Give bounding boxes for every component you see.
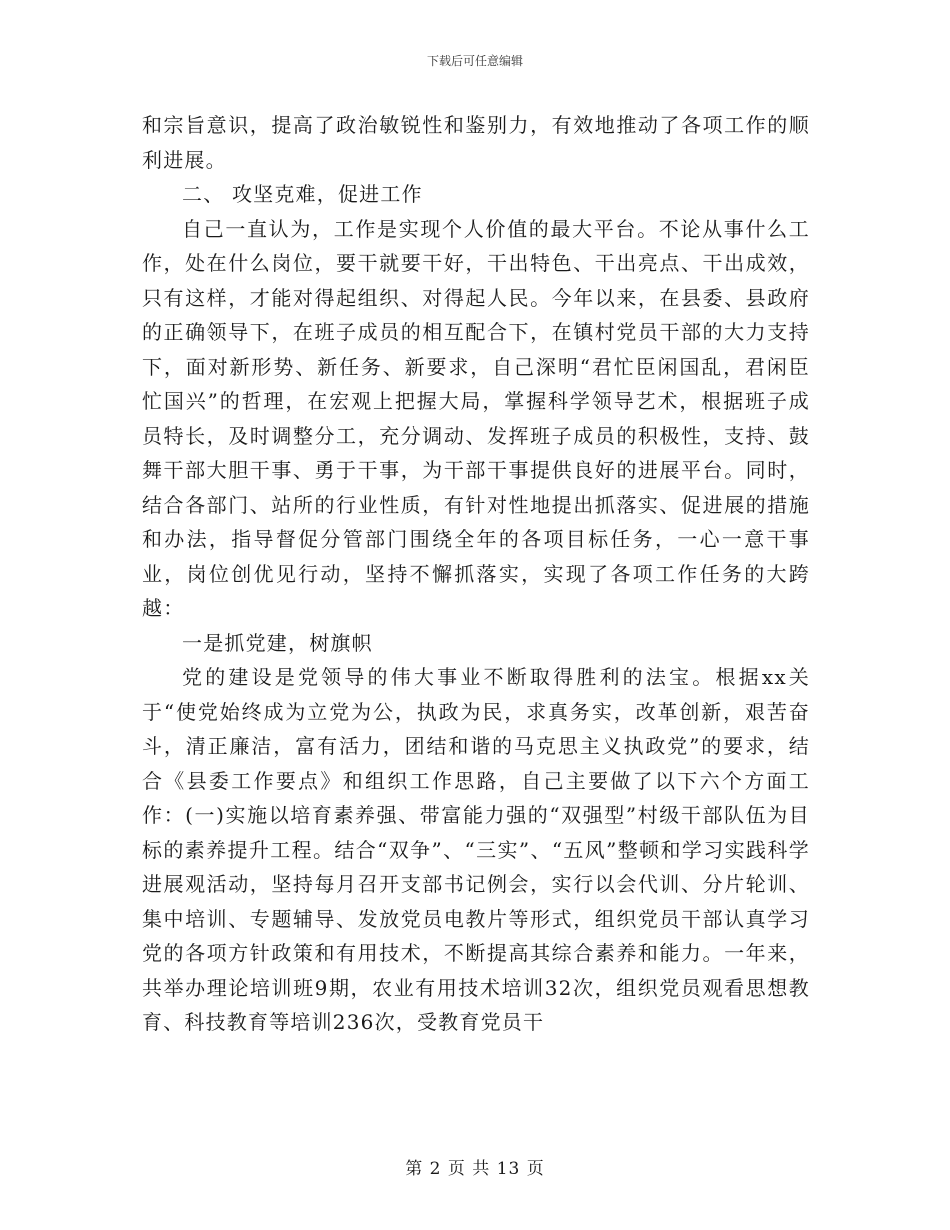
document-body [142,108,810,1040]
subsection-heading-party-building: 一是抓党建，树旗帜 [182,630,373,655]
page-footer [0,1154,950,1179]
paragraph-work-overview: 自己一直认为，工作是实现个人价值的最大平台。不论从事什么工作，处在什么岗位，要干就要干好，干出特色、干出亮点、干出成效，只有这样，才能对得起组织、对得起人民。今年以来，在县委、县政府的正确领导下，在班子成员的相互配合下，在镇村党员干部的大力支持下，面对新形势、新任务、新要求，自己深明“君忙臣闲国乱，君闲臣忙国兴”的哲理，在宏观上把握大局，掌握科学领导艺术，根据班子成员特长，及时调整分工，充分调动、发挥班子成员的积极性，支持、鼓舞干部大胆干事、勇于干事，为干部干事提供良好的进展平台。同时，结合各部门、站所的行业性质，有针对性地提出抓落实、促进展的措施和办法，指导督促分管部门围绕全年的各项目标任务，一心一意干事业，岗位创优见行动，坚持不懈抓落实，实现了各项工作任务的大跨越： [142,216,810,620]
footer-page-number: 2 [429,1159,442,1179]
paragraph-party-building: 党的建设是党领导的伟大事业不断取得胜利的法宝。根据xx关于“使党始终成为立党为公，执政为民，求真务实，改革创新，艰苦奋斗，清正廉洁，富有活力，团结和谐的马克思主义执政党”的要求，结合《县委工作要点》和组织工作思路，自己主要做了以下六个方面工作：(一)实施以培育素养强、带富能力强的“双强型”村级干部队伍为目标的素养提升工程。结合“双争”、“三实”、“五风”整顿和学习实践科学进展观活动，坚持每月召开支部书记例会，实行以会代训、分片轮训、集中培训、专题辅导、发放党员电教片等形式，组织党员干部认真学习党的各项方针政策和有用技术，不断提高其综合素养和能力。一年来，共举办理论培训班9期，农业有用技术培训32次，组织党员观看思想教育、科技教育等培训236次，受教育党员干 [142,665,810,1034]
footer-total-pages: 13 [496,1159,521,1179]
page-header [0,52,950,69]
header-text: 下载后可任意编辑 [426,54,523,68]
footer-prefix: 第 [405,1159,424,1179]
paragraph-continuation: 和宗旨意识，提高了政治敏锐性和鉴别力，有效地推动了各项工作的顺利进展。 [142,113,810,172]
section-heading-2: 二、 攻坚克难，促进工作 [182,182,423,206]
footer-suffix: 页 [526,1159,545,1179]
footer-middle: 页 共 [447,1159,491,1179]
